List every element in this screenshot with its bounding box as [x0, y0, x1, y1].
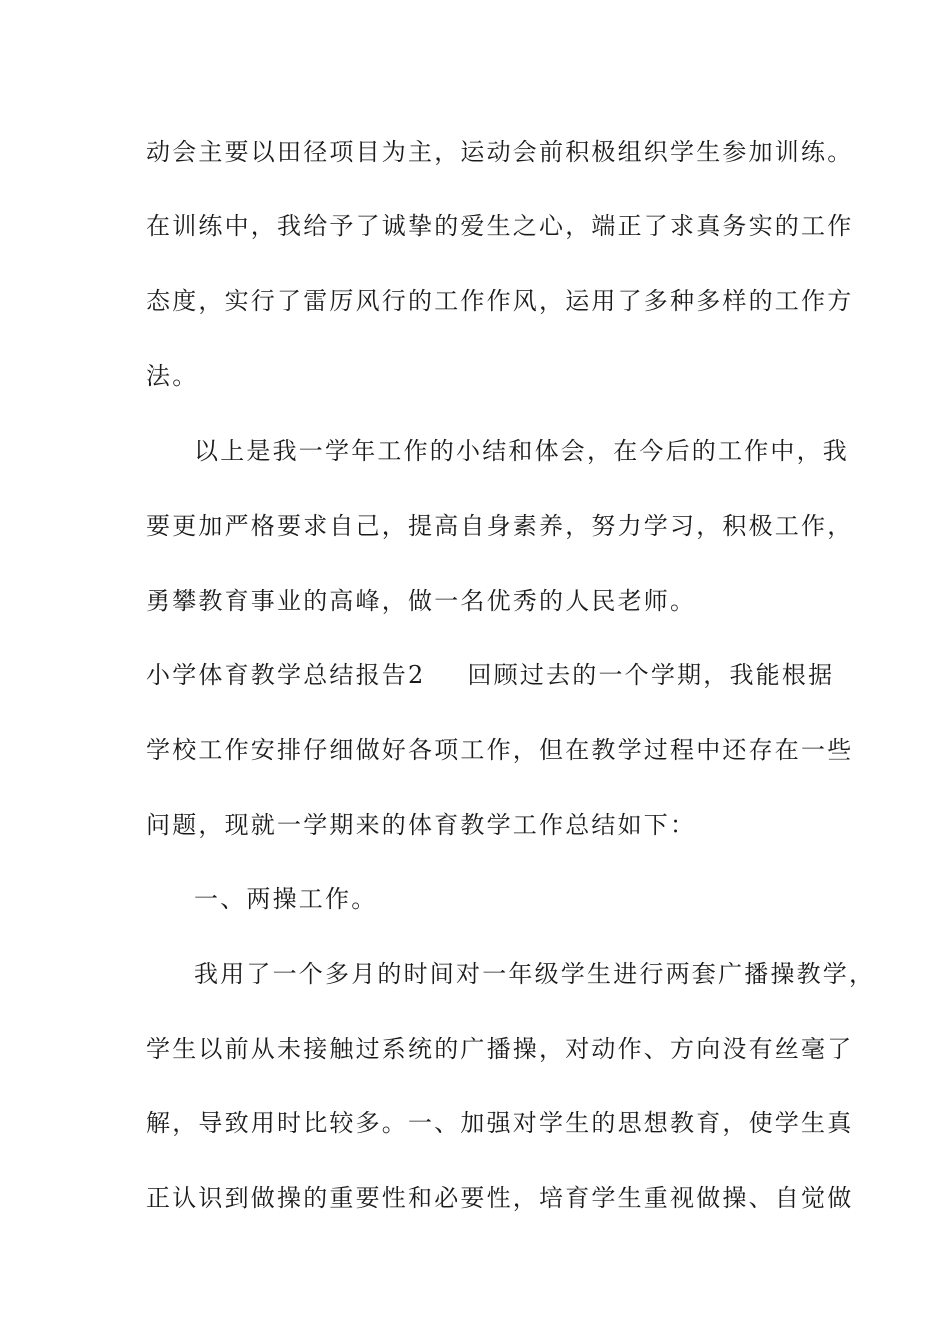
text-line: 问题，现就一学期来的体育教学工作总结如下：: [146, 811, 697, 839]
text-line: 态度，实行了雷厉风行的工作作风，运用了多种多样的工作方: [146, 287, 854, 315]
text-line: 动会主要以田径项目为主，运动会前积极组织学生参加训练。: [146, 138, 854, 166]
section-heading-line: [146, 660, 866, 690]
text-line: 正认识到做操的重要性和必要性，培育学生重视做操、自觉做: [146, 1184, 854, 1212]
text-line: 我用了一个多月的时间对一年级学生进行两套广播操教学，: [194, 960, 876, 988]
subsection-heading: 一、两操工作。: [194, 885, 378, 913]
text-line: 在训练中，我给予了诚挚的爱生之心，端正了求真务实的工作: [146, 212, 854, 240]
text-line: 学生以前从未接触过系统的广播操，对动作、方向没有丝毫了: [146, 1035, 854, 1063]
text-run: 回顾过去的一个学期，我能根据: [467, 661, 835, 689]
text-line: 勇攀教育事业的高峰，做一名优秀的人民老师。: [146, 587, 697, 615]
text-line: 法。: [146, 362, 199, 390]
text-line: 解，导致用时比较多。一、加强对学生的思想教育，使学生真: [146, 1109, 854, 1137]
text-line: 学校工作安排仔细做好各项工作，但在教学过程中还存在一些: [146, 736, 854, 764]
section-title: 小学体育教学总结报告2: [146, 661, 426, 689]
text-line: 要更加严格要求自己，提高自身素养，努力学习，积极工作，: [146, 512, 854, 540]
text-line: 以上是我一学年工作的小结和体会，在今后的工作中，我: [194, 437, 849, 465]
